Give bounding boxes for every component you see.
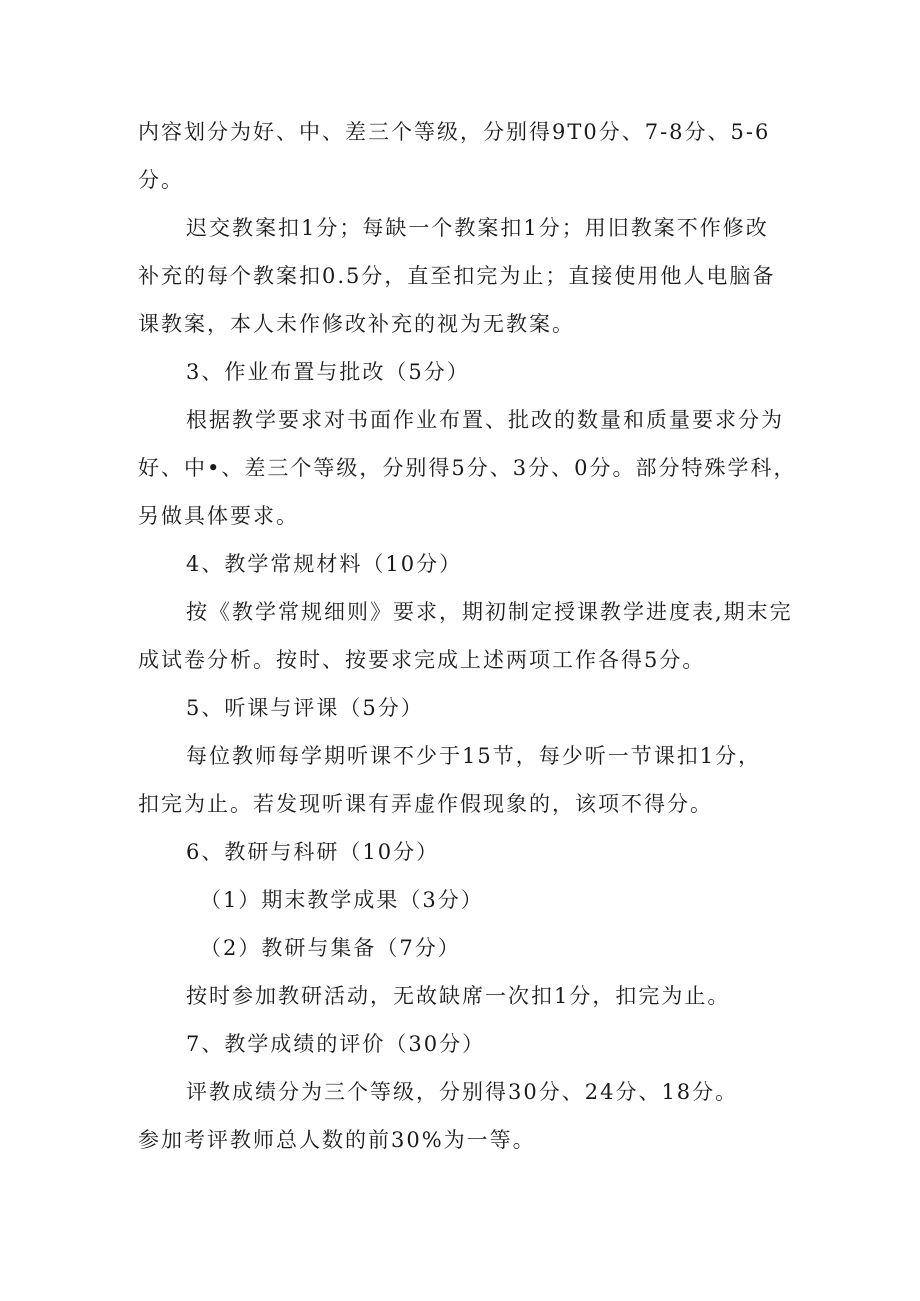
- text-line-4: 补充的每个教案扣0.5分，直至扣完为止；直接使用他人电脑备: [138, 264, 776, 288]
- text-line-19: 按时参加教研活动，无故缺席一次扣1分，扣完为止。: [186, 984, 731, 1008]
- text-line-14: 每位教师每学期听课不少于15节，每少听一节课扣1分，: [186, 744, 762, 768]
- text-line-12: 成试卷分析。按时、按要求完成上述两项工作各得5分。: [138, 648, 706, 672]
- text-line-11: 按《教学常规细则》要求，期初制定授课教学进度表,期末完: [186, 600, 793, 624]
- text-line-1: 内容划分为好、中、差三个等级，分别得9T0分、7-8分、5-6: [138, 120, 771, 144]
- text-line-2: 分。: [138, 168, 184, 192]
- text-line-3: 迟交教案扣1分；每缺一个教案扣1分；用旧教案不作修改: [186, 216, 769, 240]
- text-line-15: 扣完为止。若发现听课有弄虚作假现象的，该项不得分。: [138, 792, 713, 816]
- text-line-7: 根据教学要求对书面作业布置、批改的数量和质量要求分为: [186, 408, 784, 432]
- subsection-1: （1）期末教学成果（3分）: [200, 888, 484, 912]
- section-heading-4: 4、教学常规材料（10分）: [186, 552, 463, 576]
- subsection-2: （2）教研与集备（7分）: [200, 936, 461, 960]
- text-line-22: 参加考评教师总人数的前30%为一等。: [138, 1128, 536, 1152]
- text-line-8: 好、中•、差三个等级，分别得5分、3分、0分。部分特殊学科，: [138, 456, 797, 480]
- section-heading-6: 6、教研与科研（10分）: [186, 840, 440, 864]
- section-heading-5: 5、听课与评课（5分）: [186, 696, 424, 720]
- section-heading-3: 3、作业布置与批改（5分）: [186, 360, 470, 384]
- text-line-21: 评教成绩分为三个等级，分别得30分、24分、18分。: [186, 1080, 739, 1104]
- text-line-5: 课教案，本人未作修改补充的视为无教案。: [138, 312, 575, 336]
- text-line-9: 另做具体要求。: [138, 504, 299, 528]
- section-heading-7: 7、教学成绩的评价（30分）: [186, 1032, 486, 1056]
